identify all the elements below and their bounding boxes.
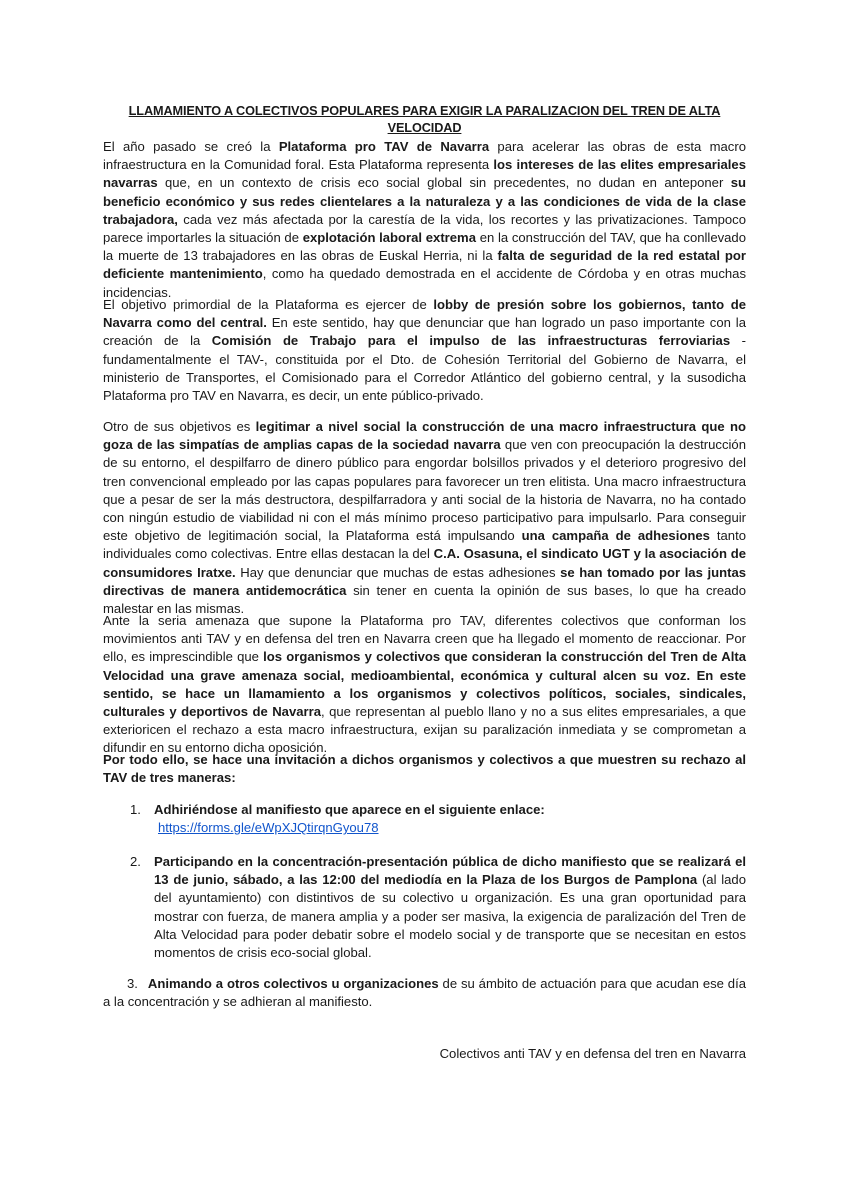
paragraph-call-to-action (103, 612, 746, 758)
bold-run: los organismos y colectivos que consideran la construcción del Tren de Alta Velocidad una grave amenaza social, medioambiental, económica y cultural alcen su voz. En este sentido, se hace un llamamiento a los organismos y colectivos políticos, sociales, sindicales, culturales y deportivos de Navarra (103, 649, 747, 720)
bold-run: Animando a otros colectivos u organizaciones (147, 976, 439, 991)
text-run: , como ha quedado demostrada en el accidente de Córdoba y en otras muchas incidencias. (103, 266, 746, 300)
text-run: en la construcción del TAV, que ha conllevado la muerte de 13 trabajadores en las obras de Euskal Herria, ni la (103, 230, 746, 264)
bold-run: su beneficio económico y sus redes clientelares a la naturaleza y a las condiciones de vida de la clase trabajadora, (103, 175, 746, 227)
paragraph-platform-creation (103, 138, 746, 302)
bold-run: Plataforma pro TAV de Navarra (278, 139, 490, 154)
text-run: El objetivo primordial de la Plataforma es ejercer de (103, 297, 434, 312)
text-run: El año pasado se creó la (103, 139, 279, 154)
bold-run: Por todo ello, se hace una invitación a dichos organismos y colectivos a que muestren su rechazo al TAV de tres maneras: (103, 752, 746, 786)
list-number: 3. (127, 976, 138, 991)
signature: Colectivos anti TAV y en defensa del tren en Navarra (439, 1046, 746, 1061)
document-title: LLAMAMIENTO A COLECTIVOS POPULARES PARA EXIGIR LA PARALIZACION DEL TREN DE ALTA VELOCIDAD (128, 104, 721, 135)
text-run: -fundamentalmente el TAV-, constituida por el Dto. de Cohesión Territorial del Gobierno de Navarra, el ministerio de Transportes, el Comisionado para el Corredor Atlántico del gobierno central, y la susodicha Plataforma pro TAV en Navarra, es decir, un ente público-privado. (103, 333, 746, 404)
text-run: sin tener en cuenta la opinión de sus bases, lo que ha creado malestar en las mismas. (103, 582, 747, 617)
bold-run: Participando en la concentración-presentación pública de dicho manifiesto que se realizará el 13 de junio, sábado, a las 12:00 del mediodía en la Plaza de los Burgos de Pamplona (154, 854, 746, 888)
bold-run: legitimar a nivel social la construcción de una macro infraestructura que no goza de las simpatías de amplias capas de la sociedad navarra (103, 419, 747, 453)
text-run: de su ámbito de actuación para que acudan ese día a la concentración y se adhieran al manifiesto. (103, 976, 747, 1010)
bold-run: una campaña de adhesiones (521, 528, 710, 544)
text-run: (al lado del ayuntamiento) con distintivos de su colectivo u organización. Es una gran oportunidad para mostrar con fuerza, de manera amplia y a poder ser masiva, la exigencia de paralización del Tren de Alta Velocidad para poder debatir sobre el modelo social y de transporte que se necesitan en estos momentos de crisis eco-social global. (154, 872, 746, 961)
paragraph-lobby-objective (103, 296, 746, 405)
text-run: para acelerar las obras de esta macro infraestructura en la Comunidad foral. Esta Plataforma representa (103, 139, 746, 173)
list-item (130, 801, 746, 837)
text-run: que ven con preocupación la destrucción de su entorno, el despilfarro de dinero público para engordar bolsillos privados y el deterioro progresivo del tren convencional empleado por las capas populares para favorecer un tren elitista. Una macro infraestructura que a pesar de ser la más destructora, despilfarradora y anti social de la historia de Navarra, no ha contado con ningún estudio de viabilidad ni con el más mínimo proceso participativo para impulsarlo. Para conseguir este objetivo de legitimación social, la Plataforma está impulsando (103, 437, 746, 544)
text-run: Otro de sus objetivos es (103, 419, 256, 434)
bold-run: explotación laboral extrema (302, 230, 476, 246)
bold-run: lobby de presión sobre los gobiernos, tanto de Navarra como del central. (103, 297, 747, 331)
bold-run: Comisión de Trabajo para el impulso de las infraestructuras ferroviarias (211, 333, 731, 349)
list-number: 2. (130, 854, 141, 869)
list-item (103, 975, 746, 1011)
bold-run: los intereses de las elites empresariales navarras (103, 157, 746, 191)
bold-run: Adhiriéndose al manifiesto que aparece en el siguiente enlace: (154, 802, 545, 817)
text-run: Hay que denunciar que muchas de estas adhesiones (235, 564, 561, 580)
list-item (130, 853, 746, 962)
text-run: Ante la seria amenaza que supone la Plataforma pro TAV, diferentes colectivos que conforman los movimientos anti TAV y en defensa del tren en Navarra creen que ha llegado el momento de reaccionar. Por ello, es imprescindible que (103, 613, 746, 665)
text-run: , que representan al pueblo llano y no a sus elites empresariales, a que exterioricen el rechazo a esta macro infraestructura, exijan su paralización inmediata y se comprometan a difundir en su entorno dicha oposición. (103, 704, 746, 756)
bold-run: falta de seguridad de la red estatal por deficiente mantenimiento (103, 248, 746, 282)
text-run: que, en un contexto de crisis eco social global sin precedentes, no dudan en anteponer (157, 175, 731, 191)
text-run: tanto individuales como colectivas. Entre ellas destacan la del (103, 528, 746, 562)
text-run: cada vez más afectada por la carestía de la vida, los recortes y las privatizaciones. Tampoco parece importarles la situación de (103, 211, 746, 246)
list-number: 1. (130, 802, 141, 817)
bold-run: C.A. Osasuna, el sindicato UGT y la asociación de consumidores Iratxe. (103, 546, 747, 580)
manifesto-form-link[interactable]: https://forms.gle/eWpXJQtirqnGyou78 (158, 820, 379, 836)
bold-run: se han tomado por las juntas directivas de manera antidemocrática (103, 564, 747, 598)
text-run: En este sentido, hay que denunciar que han logrado un paso importante con la creación de la (103, 315, 746, 349)
paragraph-social-legitimation (103, 418, 746, 618)
paragraph-invitation (103, 751, 746, 787)
